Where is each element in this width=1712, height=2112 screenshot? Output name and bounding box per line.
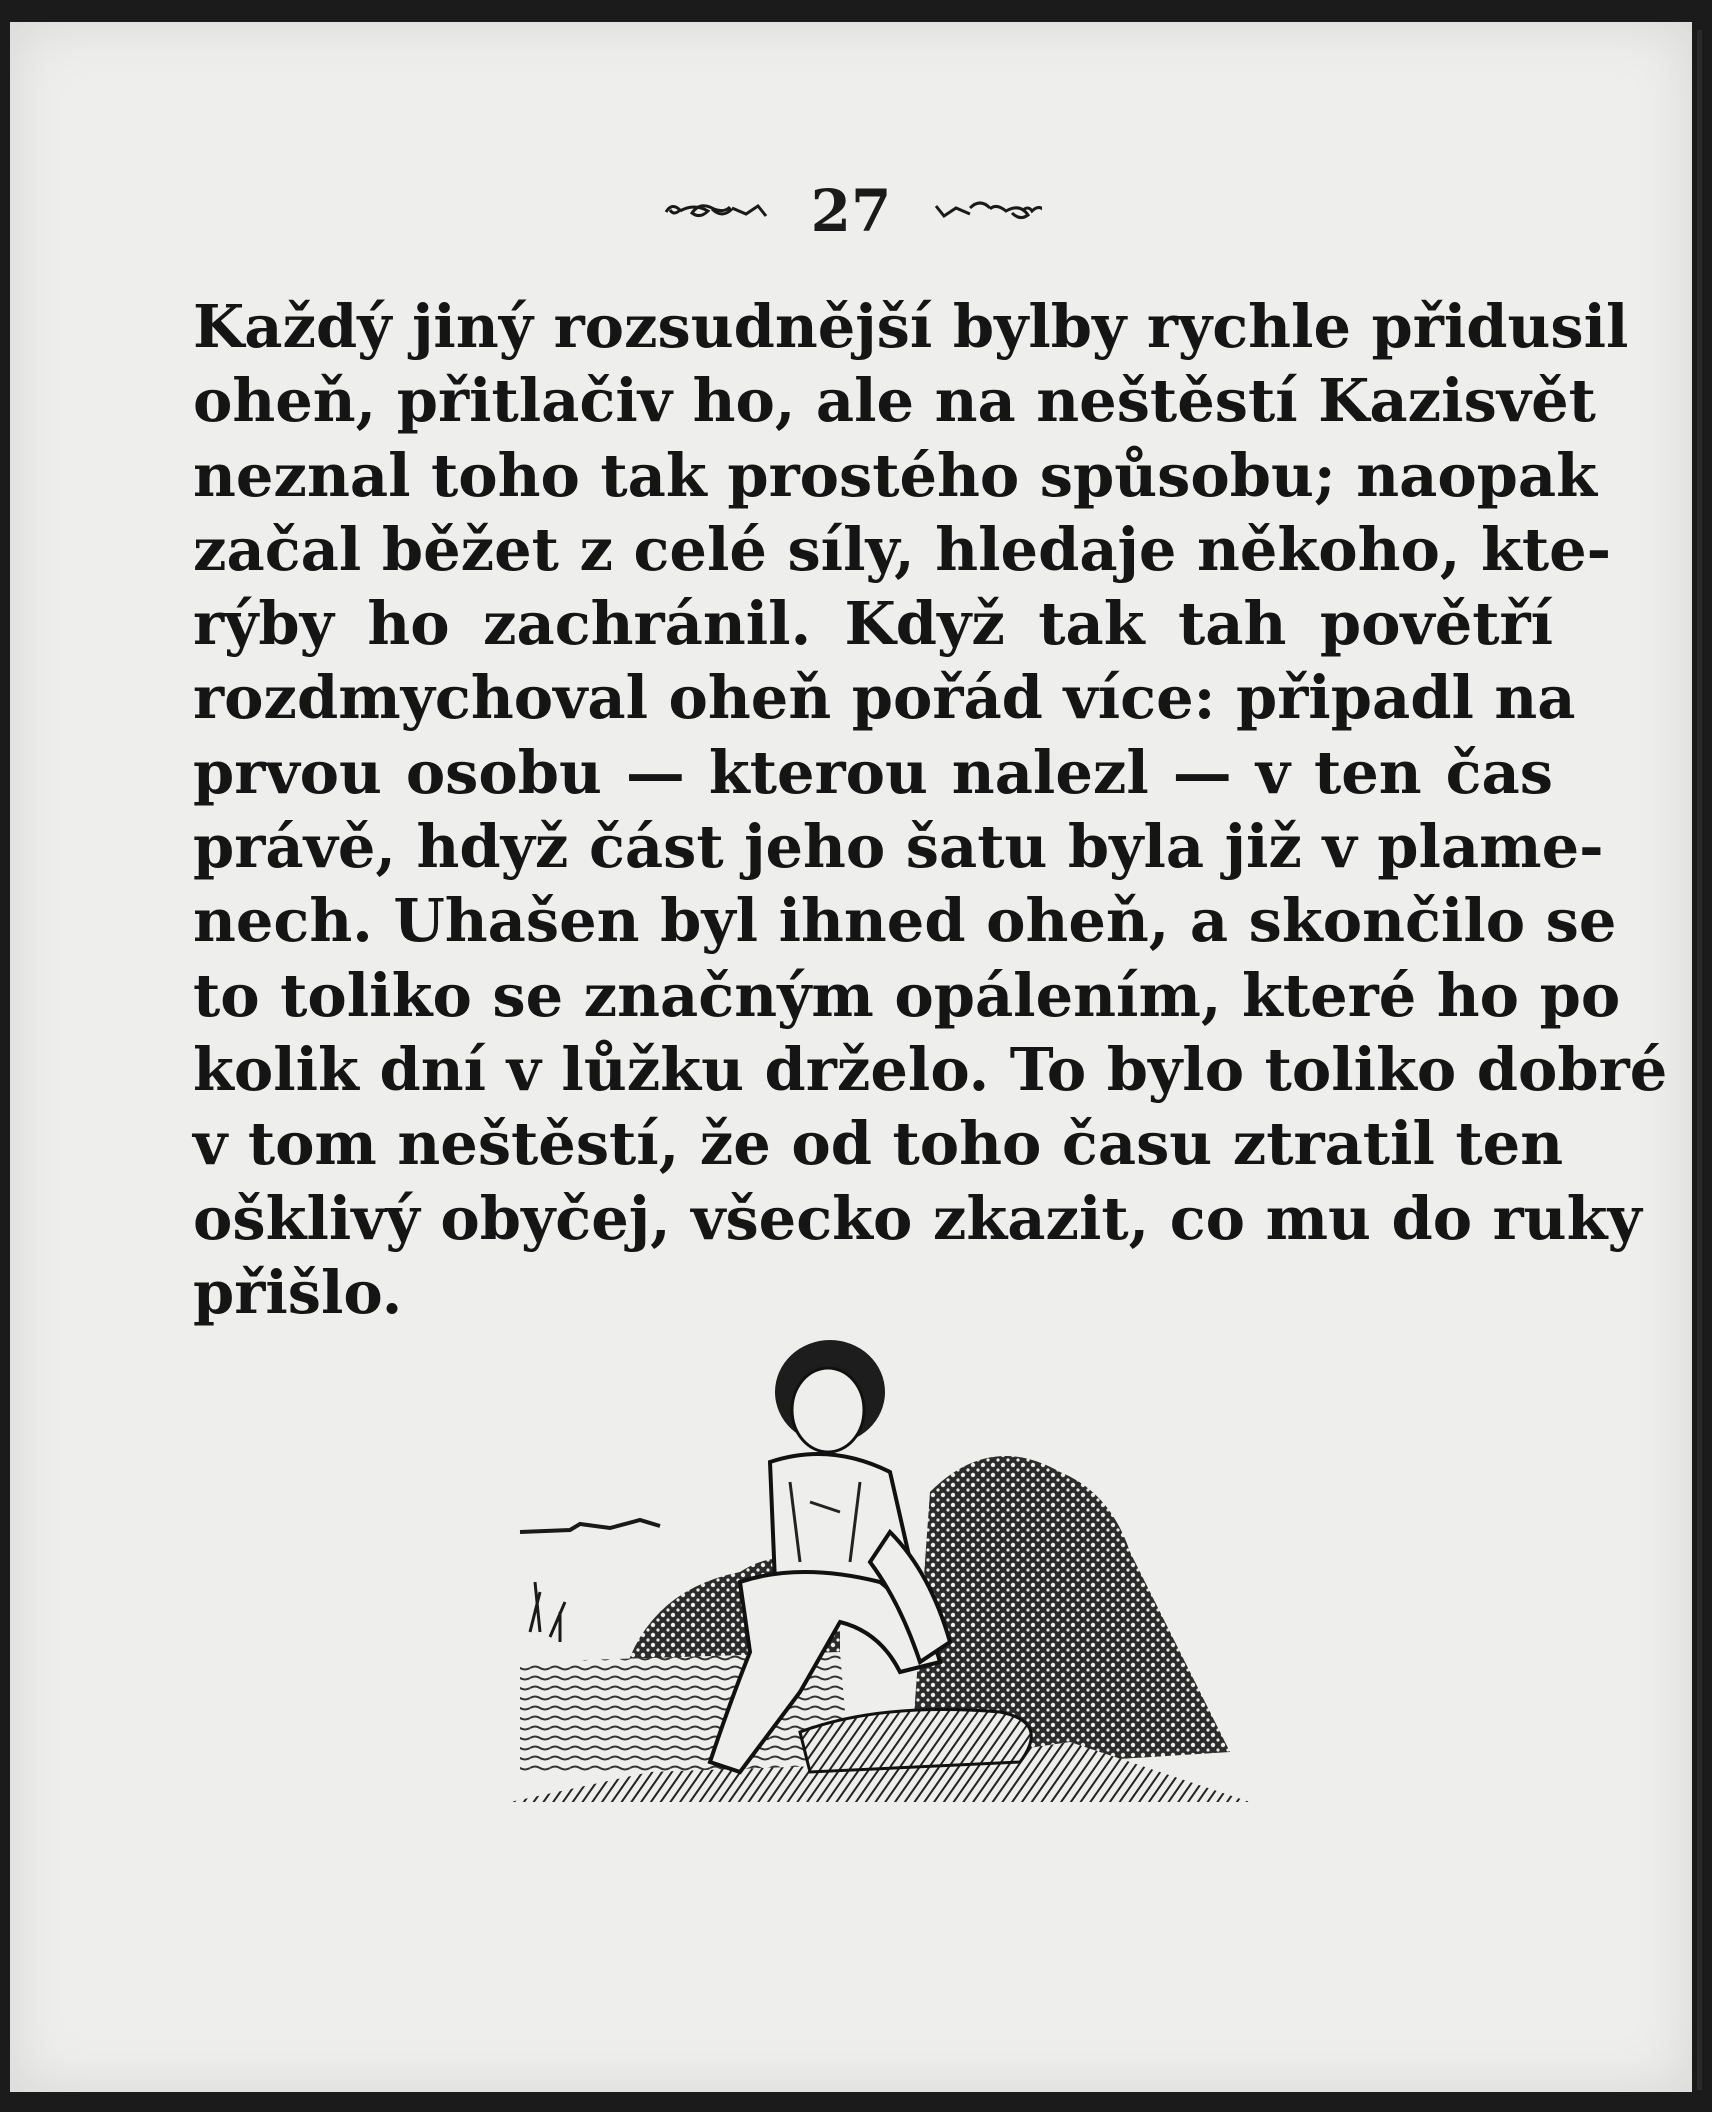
text-line: začal běžet z celé síly, hledaje někoho, kte- [193, 514, 1612, 584]
page-header [10, 172, 1692, 245]
boy-face [792, 1368, 864, 1452]
page-number: 27 [810, 177, 892, 245]
text-line: prvou osobu — kterou nalezl — v ten čas [193, 737, 1553, 807]
scroll-ornament-right-icon [932, 196, 1042, 226]
text-line: právě, hdyž část jeho šatu byla již v plame- [193, 812, 1604, 882]
text-line: kolik dní v lůžku drželo. To bylo toliko dobré [193, 1034, 1668, 1104]
woodcut-boy-at-stream-illustration [510, 1332, 1250, 1812]
text-line: rozdmychoval oheň pořád více: připadl na [193, 663, 1576, 733]
paragraph [193, 290, 1668, 1330]
text-line: rýby ho zachránil. Když tak tah povětří [193, 589, 1553, 659]
scroll-ornament-left-icon [660, 196, 770, 226]
text-line: přišlo. [193, 1257, 403, 1327]
text-line: nech. Uhašen byl ihned oheň, a skončilo se [193, 886, 1617, 956]
book-page [10, 22, 1692, 2092]
text-line: Každý jiný rozsudnější bylby rychle přidusil [193, 292, 1629, 361]
text-line: to toliko se značným opálením, které ho po [193, 960, 1621, 1030]
text-line: oheň, přitlačiv ho, ale na neštěstí Kazisvět [193, 366, 1596, 436]
text-line: v tom neštěstí, že od toho času ztratil ten [193, 1109, 1564, 1179]
text-line: neznal toho tak prostého spůsobu; naopak [193, 440, 1598, 510]
horizon-line [520, 1520, 660, 1532]
reeds [530, 1582, 565, 1642]
text-line: ošklivý obyčej, všecko zkazit, co mu do ruky [193, 1183, 1642, 1253]
page-edge-shadow [1697, 30, 1702, 2090]
